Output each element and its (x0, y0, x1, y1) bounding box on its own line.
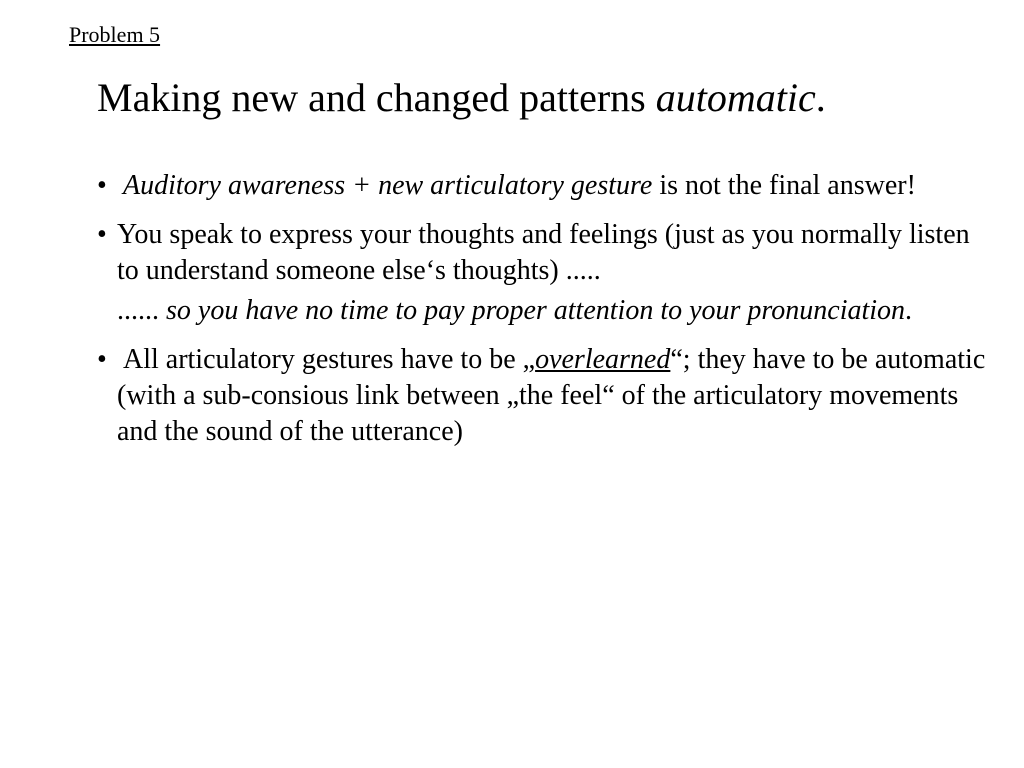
bullet-2-text: You speak to express your thoughts and feelings (just as you normally listen to understand someone else‘s thoughts) ..... (117, 219, 970, 286)
bullet-3-rest: “; they have to be automatic (with a sub-consious link between „the feel“ of the articulatory movements and the sound of the utterance) (117, 344, 986, 447)
bullet-list (97, 168, 987, 463)
bullet-mark: • (97, 170, 107, 201)
bullet-item-2 (97, 217, 987, 329)
slide-title-text: Making new and changed patterns (97, 75, 656, 120)
bullet-3-lead: All articulatory gestures have to be „ (123, 344, 536, 375)
bullet-text-1 (117, 170, 916, 201)
bullet-2-continuation-end: . (905, 295, 913, 326)
bullet-1-italic-lead: Auditory awareness + new articulatory gesture (123, 170, 653, 201)
bullet-2-continuation (117, 293, 987, 329)
bullet-item-1 (97, 168, 987, 204)
bullet-2-continuation-dots: ...... (117, 295, 159, 326)
bullet-item-3 (97, 342, 987, 450)
bullet-2-continuation-italic: so you have no time to pay proper attention to your pronunciation (159, 295, 906, 326)
bullet-3-emphasis: overlearned (535, 344, 671, 375)
slide-title-emphasis: automatic (655, 75, 816, 120)
bullet-mark: • (97, 344, 107, 375)
problem-label: Problem 5 (69, 22, 161, 47)
bullet-1-rest: is not the final answer! (652, 170, 916, 201)
slide-title-end: . (815, 75, 826, 120)
bullet-mark: • (97, 219, 107, 250)
bullet-text-3 (117, 344, 985, 447)
slide-title (97, 74, 826, 122)
bullet-text-2 (117, 219, 987, 329)
